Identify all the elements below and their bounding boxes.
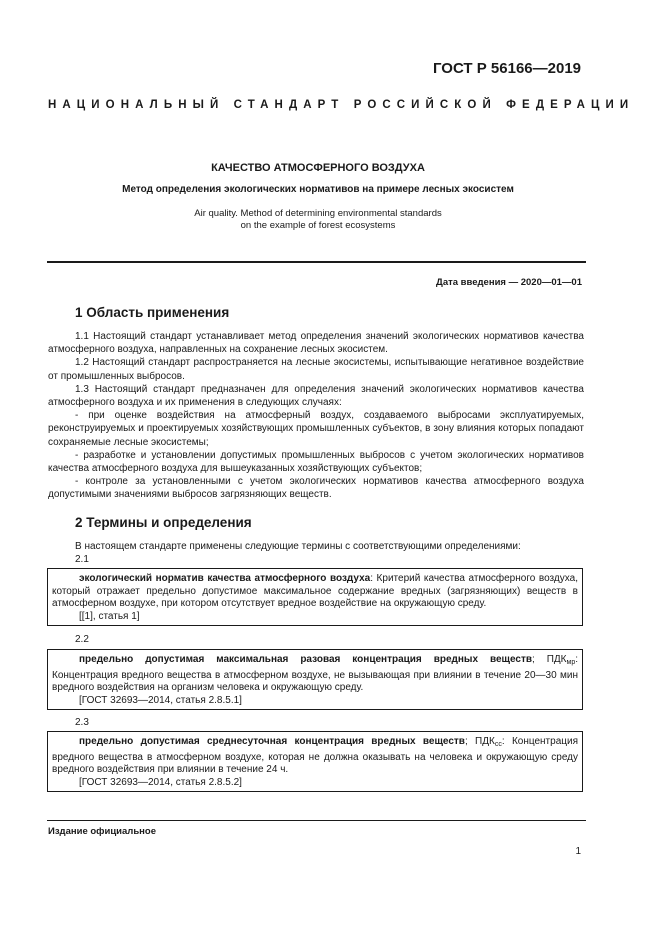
term-name: предельно допустимая среднесуточная концентрация вредных веществ [79, 736, 465, 747]
document-number: ГОСТ Р 56166—2019 [432, 60, 581, 77]
term-source: [ГОСТ 32693—2014, статья 2.8.5.2] [79, 776, 242, 788]
term-number: 2.2 [75, 634, 89, 645]
term-definition: : Концентрация вредного вещества в атмосферном воздухе, не вызывающая при влиянии в течение 20—30 мин вредного воздействия на организм человека и окружающую среду. [52, 654, 579, 694]
bullet-item: - контроле за установленными с учетом экологических нормативов качества атмосферного воздуха допустимыми значениями выбросов загрязняющих веществ. [48, 476, 584, 501]
title-divider [47, 261, 586, 263]
term-source: [ГОСТ 32693—2014, статья 2.8.5.1] [79, 694, 242, 706]
term-box [47, 649, 583, 710]
section-1-heading: 1 Область применения [75, 305, 230, 320]
document-subtitle: Метод определения экологических нормативов на примере лесных экосистем [122, 184, 514, 195]
term-abbreviation: ; ПДК [464, 736, 495, 747]
paragraph-1-1: 1.1 Настоящий стандарт устанавливает метод определения значений экологических нормативов качества атмосферного воздуха, направленных на сохранение лесных экосистем. [48, 331, 584, 356]
section-1-body [48, 330, 584, 502]
section-2-heading: 2 Термины и определения [75, 515, 252, 530]
paragraph-1-3: 1.3 Настоящий стандарт предназначен для определения значений экологических нормативов качества атмосферного воздуха и их применения в следующих случаях: [48, 383, 584, 409]
english-title [48, 208, 588, 232]
english-title-line1: Air quality. Method of determining environmental standards [194, 208, 442, 219]
term-number: 2.1 [75, 554, 89, 565]
term-definition: : Критерий качества атмосферного воздуха, который отражает предельно допустимое максимальное содержание вредных (загрязняющих) веществ в атмосферном воздухе, при котором отсутствует вредное воздействие на окружающую среду. [52, 573, 578, 610]
term-source: [[1], статья 1] [79, 610, 140, 622]
term-entry [52, 573, 578, 611]
term-box [47, 731, 583, 792]
term-entry [52, 736, 578, 777]
term-name: экологический норматив качества атмосферного воздуха [79, 573, 371, 584]
term-abbreviation: ; ПДК [532, 654, 567, 665]
section-2-intro [48, 540, 584, 553]
english-title-line2: on the example of forest ecosystems [240, 220, 396, 231]
section-2-intro-text: В настоящем стандарте применены следующие термины с соответствующими определениями: [75, 541, 521, 552]
footer-divider [47, 820, 586, 821]
term-number: 2.3 [75, 717, 89, 728]
edition-label: Издание официальное [48, 826, 156, 837]
introduction-date: Дата введения — 2020—01—01 [436, 277, 582, 288]
term-box [47, 568, 583, 626]
term-name: предельно допустимая максимальная разовая концентрация вредных веществ [79, 654, 532, 665]
page-number: 1 [575, 846, 581, 857]
national-standard-heading: НАЦИОНАЛЬНЫЙ СТАНДАРТ РОССИЙСКОЙ ФЕДЕРАЦИИ [48, 99, 635, 111]
term-abbreviation-subscript: мр [566, 659, 576, 666]
term-abbreviation-subscript: сс [494, 741, 502, 748]
term-entry [52, 654, 578, 695]
document-title: КАЧЕСТВО АТМОСФЕРНОГО ВОЗДУХА [211, 162, 425, 174]
term-definition: : Концентрация вредного вещества в атмосферном воздухе, которая не должна оказывать на человека и окружающую среду вредного воздействия при влиянии в течение 24 ч. [52, 736, 578, 776]
bullet-item: - разработке и установлении допустимых промышленных выбросов с учетом экологических нормативов качества атмосферного воздуха для вышеуказанных хозяйствующих субъектов; [48, 449, 584, 475]
paragraph-1-2: 1.2 Настоящий стандарт распространяется на лесные экосистемы, испытывающие негативное воздействие от промышленных выбросов. [48, 357, 584, 382]
bullet-item: - при оценке воздействия на атмосферный воздух, создаваемого выбросами эксплуатируемых, реконструируемых и проектируемых хозяйствующих промышленных субъектов, в зону влияния которых попадают сохраняемые лесные экосистемы; [48, 410, 584, 448]
